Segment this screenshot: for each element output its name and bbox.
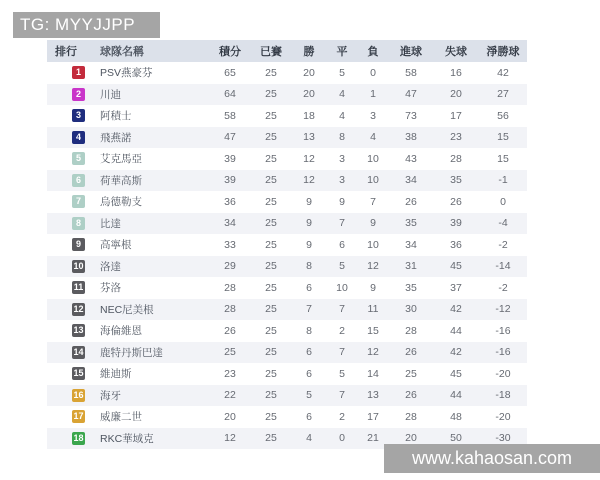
goal-diff-cell: 0 bbox=[500, 195, 506, 208]
played-cell: 25 bbox=[265, 346, 277, 359]
rank-badge: 14 bbox=[73, 346, 84, 357]
table-row bbox=[47, 213, 527, 235]
wins-cell: 6 bbox=[306, 346, 312, 359]
goal-diff-cell: -2 bbox=[498, 281, 508, 294]
team-name: 海牙 bbox=[100, 389, 121, 402]
points-cell: 20 bbox=[224, 410, 236, 423]
wins-cell: 6 bbox=[306, 367, 312, 380]
table-row bbox=[47, 342, 527, 364]
goal-diff-cell: 15 bbox=[497, 131, 509, 144]
team-name: 海倫維恩 bbox=[100, 325, 142, 338]
table-row bbox=[47, 62, 527, 84]
goals-against-cell: 45 bbox=[450, 367, 462, 380]
league-standings-table bbox=[47, 40, 527, 449]
column-header-rank: 排行 bbox=[55, 46, 77, 58]
rank-badge: 9 bbox=[72, 238, 85, 251]
goals-for-cell: 31 bbox=[405, 260, 417, 273]
goals-against-cell: 16 bbox=[450, 66, 462, 79]
draws-cell: 0 bbox=[339, 432, 345, 445]
points-cell: 65 bbox=[224, 66, 236, 79]
draws-cell: 2 bbox=[339, 324, 345, 337]
team-name: 川迪 bbox=[100, 88, 121, 101]
wins-cell: 20 bbox=[303, 66, 315, 79]
losses-cell: 10 bbox=[367, 174, 379, 187]
draws-cell: 4 bbox=[339, 88, 345, 101]
played-cell: 25 bbox=[265, 131, 277, 144]
site-watermark: www.kahaosan.com bbox=[384, 444, 600, 473]
goals-for-cell: 73 bbox=[405, 109, 417, 122]
points-cell: 22 bbox=[224, 389, 236, 402]
draws-cell: 5 bbox=[339, 367, 345, 380]
draws-cell: 2 bbox=[339, 410, 345, 423]
goal-diff-cell: 27 bbox=[497, 88, 509, 101]
column-header-goals-against: 失球 bbox=[445, 46, 467, 58]
table-row bbox=[47, 406, 527, 428]
rank-cell bbox=[47, 238, 97, 251]
played-cell: 25 bbox=[265, 260, 277, 273]
table-header-row bbox=[47, 40, 527, 62]
team-name: 洛達 bbox=[100, 260, 121, 273]
goals-for-cell: 58 bbox=[405, 66, 417, 79]
column-header-goals-for: 進球 bbox=[400, 46, 422, 58]
losses-cell: 10 bbox=[367, 238, 379, 251]
losses-cell: 0 bbox=[370, 66, 376, 79]
goal-diff-cell: -2 bbox=[498, 238, 508, 251]
wins-cell: 12 bbox=[303, 152, 315, 165]
played-cell: 25 bbox=[265, 324, 277, 337]
points-cell: 25 bbox=[224, 346, 236, 359]
goals-for-cell: 34 bbox=[405, 174, 417, 187]
played-cell: 25 bbox=[265, 303, 277, 316]
played-cell: 25 bbox=[265, 174, 277, 187]
played-cell: 25 bbox=[265, 432, 277, 445]
draws-cell: 7 bbox=[339, 217, 345, 230]
points-cell: 34 bbox=[224, 217, 236, 230]
rank-cell bbox=[47, 281, 97, 294]
played-cell: 25 bbox=[265, 88, 277, 101]
goals-against-cell: 45 bbox=[450, 260, 462, 273]
goal-diff-cell: -4 bbox=[498, 217, 508, 230]
points-cell: 33 bbox=[224, 238, 236, 251]
points-cell: 28 bbox=[224, 281, 236, 294]
table-row bbox=[47, 320, 527, 342]
team-name: RKC華域克 bbox=[100, 432, 154, 445]
rank-cell bbox=[47, 432, 97, 445]
table-row bbox=[47, 127, 527, 149]
wins-cell: 9 bbox=[306, 195, 312, 208]
goals-for-cell: 34 bbox=[405, 238, 417, 251]
goals-for-cell: 26 bbox=[405, 346, 417, 359]
goal-diff-cell: -1 bbox=[498, 174, 508, 187]
team-name: 鹿特丹斯巴達 bbox=[100, 346, 163, 359]
goals-against-cell: 42 bbox=[450, 346, 462, 359]
goal-diff-cell: 42 bbox=[497, 66, 509, 79]
draws-cell: 3 bbox=[339, 174, 345, 187]
table-row bbox=[47, 84, 527, 106]
rank-badge: 8 bbox=[72, 217, 85, 230]
goals-against-cell: 42 bbox=[450, 303, 462, 316]
losses-cell: 17 bbox=[367, 410, 379, 423]
played-cell: 25 bbox=[265, 281, 277, 294]
points-cell: 29 bbox=[224, 260, 236, 273]
team-name: 飛燕諾 bbox=[100, 131, 132, 144]
rank-badge: 17 bbox=[73, 411, 84, 422]
losses-cell: 11 bbox=[367, 303, 379, 316]
losses-cell: 7 bbox=[370, 195, 376, 208]
goals-for-cell: 30 bbox=[405, 303, 417, 316]
rank-badge: 6 bbox=[72, 174, 85, 187]
rank-cell bbox=[47, 260, 97, 273]
table-row bbox=[47, 234, 527, 256]
rank-cell bbox=[47, 66, 97, 79]
table-row bbox=[47, 105, 527, 127]
draws-cell: 5 bbox=[339, 66, 345, 79]
goal-diff-cell: -18 bbox=[495, 389, 511, 402]
goals-against-cell: 35 bbox=[450, 174, 462, 187]
table-row bbox=[47, 277, 527, 299]
points-cell: 64 bbox=[224, 88, 236, 101]
played-cell: 25 bbox=[265, 367, 277, 380]
draws-cell: 6 bbox=[339, 238, 345, 251]
wins-cell: 7 bbox=[306, 303, 312, 316]
losses-cell: 14 bbox=[367, 367, 379, 380]
column-header-played: 已賽 bbox=[260, 46, 282, 58]
goal-diff-cell: -16 bbox=[495, 346, 511, 359]
draws-cell: 5 bbox=[339, 260, 345, 273]
team-name: 荷華高斯 bbox=[100, 174, 142, 187]
rank-badge: 2 bbox=[72, 88, 85, 101]
rank-badge: 10 bbox=[73, 260, 84, 271]
rank-cell bbox=[47, 324, 97, 337]
team-name: 威廉二世 bbox=[100, 411, 142, 424]
rank-cell bbox=[47, 195, 97, 208]
draws-cell: 9 bbox=[339, 195, 345, 208]
losses-cell: 21 bbox=[367, 432, 379, 445]
goals-for-cell: 26 bbox=[405, 195, 417, 208]
rank-cell bbox=[47, 367, 97, 380]
points-cell: 39 bbox=[224, 152, 236, 165]
rank-badge: 12 bbox=[73, 303, 84, 314]
rank-badge: 3 bbox=[72, 109, 85, 122]
goals-for-cell: 26 bbox=[405, 389, 417, 402]
goals-for-cell: 20 bbox=[405, 432, 417, 445]
goals-against-cell: 17 bbox=[450, 109, 462, 122]
goals-for-cell: 38 bbox=[405, 131, 417, 144]
wins-cell: 5 bbox=[306, 389, 312, 402]
wins-cell: 6 bbox=[306, 281, 312, 294]
played-cell: 25 bbox=[265, 66, 277, 79]
rank-cell bbox=[47, 217, 97, 230]
rank-badge: 7 bbox=[72, 195, 85, 208]
table-row bbox=[47, 299, 527, 321]
losses-cell: 4 bbox=[370, 131, 376, 144]
goal-diff-cell: 15 bbox=[497, 152, 509, 165]
rank-cell bbox=[47, 303, 97, 316]
wins-cell: 9 bbox=[306, 217, 312, 230]
goals-against-cell: 28 bbox=[450, 152, 462, 165]
points-cell: 28 bbox=[224, 303, 236, 316]
points-cell: 23 bbox=[224, 367, 236, 380]
played-cell: 25 bbox=[265, 238, 277, 251]
goals-for-cell: 28 bbox=[405, 410, 417, 423]
rank-badge: 4 bbox=[72, 131, 85, 144]
table-body bbox=[47, 62, 527, 449]
column-header-points: 積分 bbox=[219, 46, 241, 58]
losses-cell: 12 bbox=[367, 260, 379, 273]
wins-cell: 9 bbox=[306, 238, 312, 251]
played-cell: 25 bbox=[265, 217, 277, 230]
team-name: 阿積士 bbox=[100, 110, 132, 123]
telegram-watermark: TG: MYYJJPP bbox=[13, 12, 160, 38]
goals-against-cell: 26 bbox=[450, 195, 462, 208]
rank-badge: 11 bbox=[73, 282, 84, 293]
goal-diff-cell: -12 bbox=[495, 303, 511, 316]
points-cell: 26 bbox=[224, 324, 236, 337]
team-name: 高寧根 bbox=[100, 239, 132, 252]
draws-cell: 7 bbox=[339, 346, 345, 359]
losses-cell: 12 bbox=[367, 346, 379, 359]
goals-for-cell: 47 bbox=[405, 88, 417, 101]
rank-cell bbox=[47, 109, 97, 122]
table-row bbox=[47, 148, 527, 170]
goals-against-cell: 44 bbox=[450, 389, 462, 402]
goal-diff-cell: -16 bbox=[495, 324, 511, 337]
wins-cell: 12 bbox=[303, 174, 315, 187]
team-name: PSV燕豪芬 bbox=[100, 67, 153, 80]
wins-cell: 13 bbox=[303, 131, 315, 144]
column-header-goal-diff: 淨勝球 bbox=[486, 46, 520, 58]
losses-cell: 15 bbox=[367, 324, 379, 337]
column-header-draws: 平 bbox=[336, 46, 348, 58]
losses-cell: 9 bbox=[370, 281, 376, 294]
draws-cell: 7 bbox=[339, 389, 345, 402]
goals-for-cell: 43 bbox=[405, 152, 417, 165]
goals-against-cell: 23 bbox=[450, 131, 462, 144]
goals-against-cell: 20 bbox=[450, 88, 462, 101]
played-cell: 25 bbox=[265, 410, 277, 423]
team-name: 維迪斯 bbox=[100, 368, 132, 381]
draws-cell: 3 bbox=[339, 152, 345, 165]
goals-against-cell: 36 bbox=[450, 238, 462, 251]
rank-badge: 1 bbox=[72, 66, 85, 79]
rank-cell bbox=[47, 410, 97, 423]
points-cell: 12 bbox=[224, 432, 236, 445]
played-cell: 25 bbox=[265, 389, 277, 402]
rank-badge: 5 bbox=[72, 152, 85, 165]
losses-cell: 1 bbox=[370, 88, 376, 101]
goals-for-cell: 35 bbox=[405, 281, 417, 294]
goals-against-cell: 37 bbox=[450, 281, 462, 294]
losses-cell: 3 bbox=[370, 109, 376, 122]
wins-cell: 8 bbox=[306, 324, 312, 337]
wins-cell: 6 bbox=[306, 410, 312, 423]
table-row bbox=[47, 170, 527, 192]
column-header-wins: 勝 bbox=[303, 46, 315, 58]
draws-cell: 7 bbox=[339, 303, 345, 316]
column-header-losses: 負 bbox=[367, 46, 379, 58]
losses-cell: 9 bbox=[370, 217, 376, 230]
table-row bbox=[47, 191, 527, 213]
points-cell: 36 bbox=[224, 195, 236, 208]
draws-cell: 10 bbox=[336, 281, 348, 294]
rank-cell bbox=[47, 389, 97, 402]
rank-cell bbox=[47, 174, 97, 187]
wins-cell: 20 bbox=[303, 88, 315, 101]
goal-diff-cell: -20 bbox=[495, 367, 511, 380]
team-name: 比達 bbox=[100, 217, 121, 230]
rank-cell bbox=[47, 346, 97, 359]
points-cell: 39 bbox=[224, 174, 236, 187]
team-name: 芬洛 bbox=[100, 282, 121, 295]
table-row bbox=[47, 363, 527, 385]
draws-cell: 8 bbox=[339, 131, 345, 144]
played-cell: 25 bbox=[265, 109, 277, 122]
rank-cell bbox=[47, 88, 97, 101]
goals-for-cell: 35 bbox=[405, 217, 417, 230]
losses-cell: 10 bbox=[367, 152, 379, 165]
goals-against-cell: 39 bbox=[450, 217, 462, 230]
goal-diff-cell: -14 bbox=[495, 260, 511, 273]
goal-diff-cell: 56 bbox=[497, 109, 509, 122]
column-header-team: 球隊名稱 bbox=[100, 46, 144, 58]
rank-badge: 15 bbox=[73, 368, 84, 379]
draws-cell: 4 bbox=[339, 109, 345, 122]
points-cell: 58 bbox=[224, 109, 236, 122]
team-name: 烏德勒支 bbox=[100, 196, 142, 209]
goal-diff-cell: -20 bbox=[495, 410, 511, 423]
team-name: 艾克馬亞 bbox=[100, 153, 142, 166]
wins-cell: 4 bbox=[306, 432, 312, 445]
goal-diff-cell: -30 bbox=[495, 432, 511, 445]
goals-against-cell: 50 bbox=[450, 432, 462, 445]
wins-cell: 18 bbox=[303, 109, 315, 122]
points-cell: 47 bbox=[224, 131, 236, 144]
wins-cell: 8 bbox=[306, 260, 312, 273]
losses-cell: 13 bbox=[367, 389, 379, 402]
rank-badge: 16 bbox=[73, 389, 84, 400]
played-cell: 25 bbox=[265, 152, 277, 165]
played-cell: 25 bbox=[265, 195, 277, 208]
table-row bbox=[47, 385, 527, 407]
rank-badge: 13 bbox=[73, 325, 84, 336]
table-row bbox=[47, 256, 527, 278]
team-name: NEC尼美根 bbox=[100, 303, 154, 316]
rank-badge: 18 bbox=[73, 432, 84, 443]
goals-for-cell: 25 bbox=[405, 367, 417, 380]
rank-cell bbox=[47, 152, 97, 165]
goals-for-cell: 28 bbox=[405, 324, 417, 337]
rank-cell bbox=[47, 131, 97, 144]
goals-against-cell: 44 bbox=[450, 324, 462, 337]
goals-against-cell: 48 bbox=[450, 410, 462, 423]
